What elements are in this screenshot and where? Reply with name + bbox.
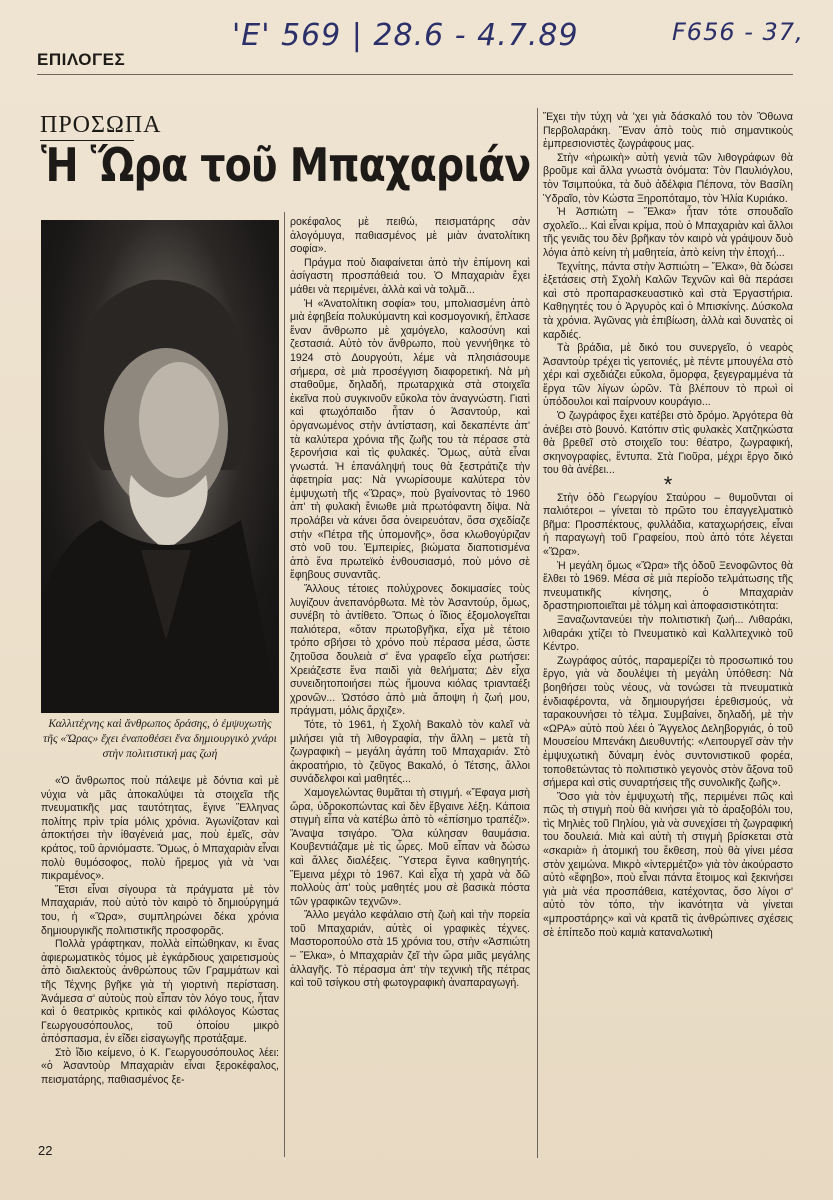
section-break-asterisk: * bbox=[663, 472, 673, 498]
article-column-2 bbox=[290, 216, 530, 1156]
paragraph: Πράγμα ποὺ διαφαίνεται ἀπὸ τὴν ἐπίμονη καὶ ἀσίγαστη προσπάθειά του. Ὁ Μπαχαριὰν ἔχει μάθει νὰ περιμένει, ἀλλὰ καὶ νὰ τολμᾶ... bbox=[290, 256, 530, 296]
handwritten-reference-left: 'Ε' 569 | 28.6 - 4.7.89 bbox=[232, 18, 579, 53]
topic-label: ΠΡΟΣΩΠΑ bbox=[40, 112, 162, 138]
paragraph: Χαμογελώντας θυμᾶται τὴ στιγμή. «Ἔφαγα μισὴ ὥρα, ὑδροκοπώντας καὶ δὲν ἔβγαινε λέξη. Κάποια στιγμὴ εἶπα νὰ κατέβω ἀπὸ τὸ «ἐπίσημο τραπέζι». Ἄναψα τσιγάρο. Ὅλα κύλησαν θαυμάσια. Κουβεντιάζαμε μὲ τὶς ὧρες. Μοῦ εἶπαν νὰ δώσω καὶ ἄλλες διαλέξεις. Ὕστερα ἔγινα καθηγητής. Ἔμεινα μέχρι τὸ 1967. Καὶ εἶχα τὴ χαρὰ νὰ δῶ πολλοὺς ἀπ' τοὺς μαθητές μου σὲ βασικὰ πόστα τῶν γραφικῶν τεχνῶν». bbox=[290, 786, 530, 908]
headline: Ἡ Ὥρα τοῦ Μπαχαριάν bbox=[41, 138, 531, 192]
paragraph: Ξαναζωντανεύει τὴν πολιτιστικὴ ζωή... Λιθαράκι, λιθαράκι χτίζει τὸ Πνευματικὸ καὶ Καλλιτεχνικὸ τοῦ Κέντρο. bbox=[543, 613, 793, 654]
paragraph: Ζωγράφος αὐτός, παραμερίζει τὸ προσωπικό του ἔργο, γιὰ νὰ δουλέψει τὴ μεγάλη ὑπόθεση: Νὰ βοηθήσει τοὺς νέους, νὰ τονώσει τὰ πνευματικὰ ἐνδιαφέροντα, νὰ δημιουργήσει ἐρεθισμούς, νὰ ταρακουνήσει τὸ τέλμα. Συμβαίνει, δηλαδή, μὲ τὴν «ΩΡΑ» αὐτὸ ποὺ λέει ὁ Ἄγγελος Δεληβοργιάς, ὁ τοῦ Μουσείου Μπενάκη Διευθυντής: «Λειτουργεῖ σὰν τὴν ἐμψυχωτικὴ δύναμη ἑνὸς συντονιστικοῦ φορέα, τοποθετώντας τὸ πολιτιστικὸ γεγονὸς στὸν ἄξονα τοῦ σήμερα καὶ στὶς συναρτήσεις τῆς συνολικῆς ζωῆς». bbox=[543, 654, 793, 790]
column-divider-2 bbox=[537, 108, 538, 1158]
paragraph: Τὰ βράδια, μὲ δικό του συνεργεῖο, ὁ νεαρὸς Ἀσαντοὺρ τρέχει τὶς γειτονιές, μὲ πέντε μπουγέλα στὸ χέρι καὶ σχεδιάζει εὔκολα, ὄμορφα, ξεγεγραμμένα τὰ ἔργα τῶν λίγων ὡρῶν. Τὰ βλέπουν τὸ πρωὶ οἱ ὑπόδουλοι καὶ παίρνουν κουράγιο... bbox=[543, 342, 793, 409]
article-column-1 bbox=[41, 775, 279, 1140]
paragraph: Τότε, τὸ 1961, ἡ Σχολὴ Βακαλὸ τὸν καλεῖ νὰ μιλήσει γιὰ τὴ λιθογραφία, τὴν ἄλλη – μετὰ τὴ ζωγραφικὴ – μεγάλη ἀγάπη τοῦ Μπαχαριάν. Στὸ ἀκροατήριο, τὸ ζεῦγος Βακαλό, ὁ Τέτσης, ἄλλοι συνάδελφοι καὶ μαθητές... bbox=[290, 718, 530, 786]
page-number: 22 bbox=[38, 1143, 53, 1158]
article-column-3 bbox=[543, 111, 793, 1161]
paragraph: Ἔχει τὴν τύχη νὰ 'χει γιὰ δάσκαλό του τὸν Ὄθωνα Περβολαράκη. Ἕναν ἀπὸ τοὺς πιὸ σημαντικοὺς ἐμπρεσιονιστὲς ζωγράφους μας. bbox=[543, 111, 793, 151]
column-divider-1 bbox=[284, 212, 285, 1157]
paragraph: Ἡ μεγάλη ὅμως «Ὥρα» τῆς ὁδοῦ Ξενοφῶντος θὰ ἔλθει τὸ 1969. Μέσα σὲ μιὰ περίοδο τελμάτωσης τῆς πνευματικῆς κίνησης, ὁ Μπαχαριὰν δραστηριοποιεῖται μὲ τόλμη καὶ ἀποφασιστικότητα: bbox=[543, 559, 793, 613]
paragraph: Τεχνίτης, πάντα στὴν Ἀσπιώτη – Ἔλκα», θὰ δώσει ἐξετάσεις στὴ Σχολὴ Καλῶν Τεχνῶν καὶ θὰ περάσει καὶ στὸ προπαρασκευαστικὸ καὶ στὰ Ἐργαστήρια. Καθηγητές του ὁ Ἀργυρὸς καὶ ὁ Μπισκίνης. Δύσκολα τὰ χρόνια. Ἀγῶνας γιὰ ἐπιβίωση, ἀλλὰ καὶ δυνατὲς οἱ καρδιές. bbox=[543, 260, 793, 341]
paragraph: Ἄλλο μεγάλο κεφάλαιο στὴ ζωὴ καὶ τὴν πορεία τοῦ Μπαχαριάν, αὐτὲς οἱ γραφικὲς τέχνες. Μαστοροπούλο στὰ 15 χρόνια του, στὴν «Ἀσπιώτη – Ἔλκα», ὁ Μπαχαριὰν ζεῖ τὴν ὥρα μιᾶς μεγάλης ἀλλαγῆς. Τὸ πέρασμα ἀπ' τὴν τεχνικὴ τῆς πέτρας καὶ τοῦ τσίγκου στὴ φωτογραφικὴ ἀναπαραγωγή. bbox=[290, 909, 530, 990]
header-rule bbox=[37, 74, 793, 75]
paragraph: Στὸ ἴδιο κείμενο, ὁ Κ. Γεωργουσόπουλος λέει: «ὁ Ἀσαντοὺρ Μπαχαριὰν εἶναι ξεροκέφαλος, πεισματάρης, παθιασμένος ξε- bbox=[41, 1046, 279, 1087]
paragraph: Στὴν ὁδὸ Γεωργίου Σταύρου – θυμοῦνται οἱ παλιότεροι – γίνεται τὸ πρῶτο του ἐπαγγελματικὸ βῆμα: Προσπέκτους, φυλλάδια, καταχωρήσεις, εἶναι ἡ παραγωγὴ τοῦ Γραφείου, ποὺ ἀπὸ τότε λέγεται «Ὥρα». bbox=[543, 491, 793, 558]
paragraph: Στὴν «ἡρωικὴ» αὐτὴ γενιὰ τῶν λιθογράφων θὰ βροῦμε καὶ ἄλλα γνωστὰ ὀνόματα: Τὸν Παυλιόγλου, τὸν Τσιμπούκα, τὰ δυὸ ἀδέλφια Πέπονα, τὸν Βασίλη Ὑδραῖο, τὸν Κώστα Ξηροπόταμο, τὸν Ἠλία Κυριάκο. bbox=[543, 151, 793, 205]
paragraph: Ἡ Ἀσπιώτη – Ἔλκα» ἦταν τότε σπουδαῖο σχολεῖο... Καὶ εἶναι κρίμα, ποὺ ὁ Μπαχαριὰν καὶ ἄλλοι τῆς γενιᾶς του δὲν βρῆκαν τὸν καιρὸ νὰ γράψουν δυὸ λόγια ἀπὸ κείνη τὴ μαθητεία, ἀπὸ κείνη τὴν ἐποχή... bbox=[543, 206, 793, 259]
paragraph: Ὁ ζωγράφος ἔχει κατέβει στὸ δρόμο. Ἀργότερα θὰ ἀνέβει στὸ βουνό. Κατόπιν στὶς φυλακὲς Χατζηκώστα θὰ βρεθεῖ στὸ στοιχεῖο του: θέατρο, ζωγραφική, σκηνογραφίες, ἔντυπα. Στὰ Γιοῦρα, μέχρι ἔργο δικό του θὰ ἀνέβει... bbox=[543, 410, 793, 477]
paragraph: Ἡ «Ἀνατολίτικη σοφία» του, μπολιασμένη ἀπὸ μιὰ ἐφηβεία πολυκύμαντη καὶ κοσμογονική, ἔπλασε ἕναν ἄνθρωπο μὲ χαμόγελο, καλοσύνη καὶ ζεστασιά. Αὐτὸ τὸν ἄνθρωπο, ποὺ γεννήθηκε τὸ 1924 στὸ Δουργούτι, λέμε νὰ πλησιάσουμε σήμερα, σὲ μιὰ προσέγγιση διαφορετική. Νὰ μὴ σταθοῦμε, δηλαδή, πρωταρχικὰ στὰ στοιχεῖα ἐκεῖνα ποὺ συγκινοῦν εὔκολα τὸν ἀναγνώστη. Γιατὶ καὶ φτωχόπαιδο ἦταν ὁ Ἀσαντούρ, καὶ ὀργανωμένος στὴν ἀντίσταση, καὶ δεκαπέντε ἀπ' τὰ καλύτερα χρόνια τῆς ζωῆς του τὰ πέρασε στὰ ξερονήσια καὶ τὶς φυλακές. Ὅμως, αὐτὰ εἶναι γνωστά. Ἡ ἐπανάληψή τους θὰ ξεστράτιζε τὴν ἀφετηρία μας: Νὰ γνωρίσουμε καλύτερα τὸν ἐμψυχωτὴ τῆς «Ὥρας», ποὺ βγαίνοντας τὸ 1960 ἀπ' τὴ φυλακὴ ἔνιωθε μιὰ πρωτόφαντη δίψα. Νὰ προλάβει νὰ κάνει ὅσα ὀνειρευόταν, ὅσα σχεδίαζε στὴν «Πέτρα τῆς ὑπομονῆς», ὅσα κλωθογύριζαν στὸ νοῦ του. Ἐμπειρίες, βιώματα διαποτισμένα ἀπὸ ἕνα πρωτεϊκὸ ἐνθουσιασμό, ποὺ μόνο σὲ ἔφηβους συναντᾶς. bbox=[290, 297, 530, 582]
handwritten-reference-right: F656 - 37, bbox=[672, 18, 804, 46]
paragraph: Ἄλλους τέτοιες πολύχρονες δοκιμασίες τοὺς λυγίζουν ἀνεπανόρθωτα. Μὲ τὸν Ἀσαντούρ, ὅμως, συνέβη τὸ ἀντίθετο. Ὅπως ὁ ἴδιος ἐξομολογεῖται παλιότερα, «ὅταν πρωτοβγῆκα, εἶχα μὲ τέτοιο τρόπο σβήσει τὸ χρόνο ποὺ πέρασα μέσα, ὥστε ζητοῦσα δουλειὰ σ' ἕνα γραφεῖο εἶχα ρωτήσει: Χρειάζεστε ἕνα παιδὶ γιὰ θελήματα; Δὲν εἶχα συνειδητοποιήσει πὼς ἤμουνα κιόλας τριανταέξι χρονῶν... Ὡστόσο ἀπὸ μιὰ ἄποψη ἡ ζωή μου, πράγματι, μόλις ἄρχιζε». bbox=[290, 583, 530, 718]
paragraph: ροκέφαλος μὲ πειθώ, πεισματάρης σὰν ἀλογόμυγα, παθιασμένος μὲ μιὰν ἀνατολίτικη σοφία». bbox=[290, 216, 530, 256]
photo-caption: Καλλιτέχνης καὶ ἄνθρωπος δράσης, ὁ ἐμψυχωτὴς τῆς «Ὥρας» ἔχει ἐναποθέσει ἕνα δημιουργικὸ χνάρι στὴν πολιτιστική μας ζωή bbox=[43, 718, 277, 760]
portrait-photo bbox=[41, 220, 279, 713]
paragraph: Ὅσο γιὰ τὸν ἐμψυχωτὴ τῆς, περιμένει πῶς καὶ πῶς τὴ στιγμὴ ποὺ θὰ κινήσει γιὰ τὸ ἀραξοβόλι του, τὶς Μηλιὲς τοῦ Πηλίου, γιὰ νὰ συνεχίσει τὴ ζωγραφική του δουλειά. Μιὰ καὶ αὐτὴ τὴ στιγμὴ βρίσκεται στὰ «σκαριὰ» ἡ ἀτομική του ἔκθεση, ποὺ θὰ γίνει μέσα στὸν χειμώνα. Μικρὸ «ἰντερμέτζο» γιὰ τὸν ἀκούραστο αὐτὸ «ἔφηβο», ποὺ εἶναι πάντα ἕτοιμος καὶ ξεκινήσει γιὰ μιὰ νέα προσπάθεια, κατέχοντας, ὅσο λίγοι σ' αὐτὸ τὸν τόπο, τὴν ἱκανότητα νὰ γίνεται «μπροστάρης» καὶ νὰ κρατᾶ τὶς ἀνθρώπινες σχέσεις σὲ ἐπίπεδο ποὺ καμιὰ καταναλωτικὴ bbox=[543, 790, 793, 939]
section-label: ΕΠΙΛΟΓΕΣ bbox=[37, 50, 126, 69]
paragraph: Ἔτσι εἶναι σίγουρα τὰ πράγματα μὲ τὸν Μπαχαριάν, ποὺ αὐτὸ τὸν καιρὸ τὸ δημιούργημά του, ἡ «Ὥρα», συμπληρώνει δέκα χρόνια δημιουργικῆς πολιτιστικῆς προσφορᾶς. bbox=[41, 883, 279, 937]
paragraph: «Ὁ ἄνθρωπος ποὺ πάλεψε μὲ δόντια καὶ μὲ νύχια νὰ μᾶς ἀποκαλύψει τὰ στοιχεῖα τῆς πνευματικῆς μας ταυτότητας, ἔγινε Ἕλληνας πολίτης πρὶν τρία μόλις χρόνια. Ἀγωνίζοταν καὶ ἀποκτήσει τὴν ἰθαγένειά μας, ποὺ ἐμεῖς, σὰν κράτος, τοῦ ἀρνιόμαστε. Ὅμως, ὁ Μπαχαριὰν εἶναι πολὺ θυμόσοφος, πολὺ ἤρεμος γιὰ νὰ 'ναι πικραμένος». bbox=[41, 775, 279, 883]
paragraph: Πολλὰ γράφτηκαν, πολλὰ εἰπώθηκαν, κι ἕνας ἀφιερωματικὸς τόμος μὲ ἐγκάρδιους χαιρετισμοὺς ἀπὸ διαλεκτοὺς ἀνθρώπους τῶν Γραμμάτων καὶ τῆς Τέχνης βγῆκε γιὰ τὴ γιορτινὴ περίσταση. Ἀνάμεσα σ' αὐτοὺς ποὺ εἶπαν τὸν λόγο τους, ἦταν καὶ ὁ θεατρικὸς κριτικὸς καὶ φιλόλογος Κώστας Γεωργουσόπουλος, τοῦ ὁποίου μικρὸ ἀπόσπασμα, ἐν εἴδει εἰσαγωγῆς προτάξαμε. bbox=[41, 938, 279, 1046]
